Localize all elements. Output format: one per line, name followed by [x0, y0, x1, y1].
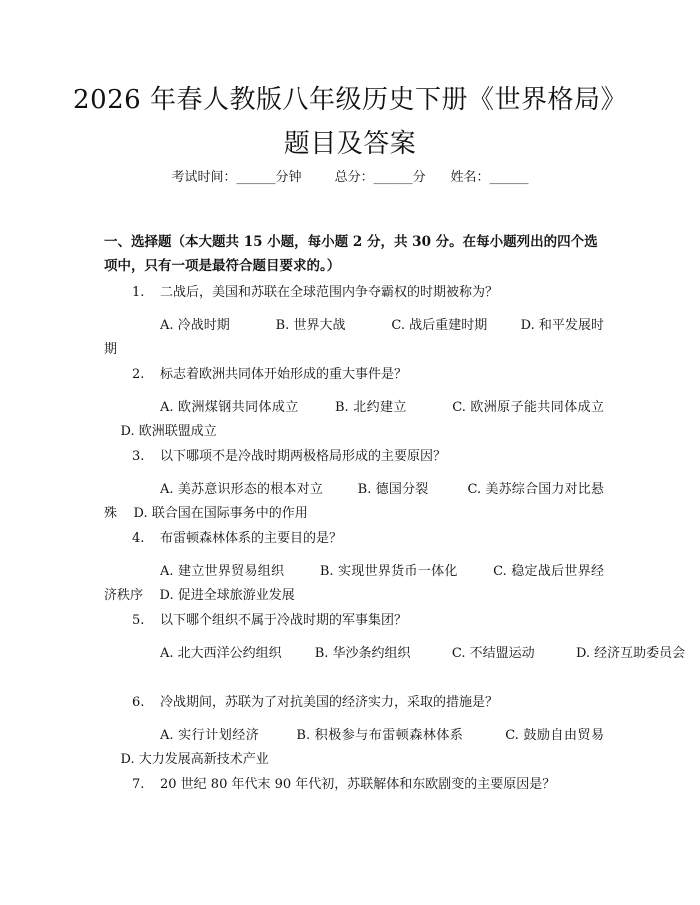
question-options — [104, 478, 604, 526]
question-text: 标志着欧洲共同体开始形成的重大事件是？ — [160, 367, 408, 382]
score-label: 总分： — [334, 170, 374, 185]
question-stem — [104, 446, 604, 468]
option-a: A. 北大西洋公约组织 — [160, 646, 282, 661]
option-c: C. 欧洲原子能共同体成立 — [452, 400, 605, 415]
score-blank: ______ — [373, 170, 413, 185]
question-stem — [104, 528, 604, 550]
question-text: 冷战期间，苏联为了对抗美国的经济实力，采取的措施是？ — [160, 695, 499, 710]
option-d: D. 联合国在国际事务中的作用 — [133, 506, 308, 521]
question-text: 以下哪项不是冷战时期两极格局形成的主要原因？ — [160, 449, 447, 464]
option-d: D. 和平发展时期 — [104, 318, 604, 357]
option-c: C. 美苏综合国力对比悬殊 — [104, 482, 604, 521]
name-blank: ______ — [489, 170, 529, 185]
question-4 — [104, 528, 604, 608]
option-a: A. 美苏意识形态的根本对立 — [160, 482, 324, 497]
question-number: 4. — [132, 531, 145, 546]
question-stem — [104, 774, 604, 796]
question-options — [104, 560, 604, 608]
option-c: C. 鼓励自由贸易 — [505, 728, 605, 743]
question-number: 1. — [132, 285, 145, 300]
document-title: 2026 年春人教版八年级历史下册《世界格局》题目及答案 — [73, 85, 627, 159]
question-number: 2. — [132, 367, 145, 382]
score-unit: 分 — [412, 170, 426, 185]
question-3 — [104, 446, 604, 526]
option-b: B. 实现世界货币一体化 — [319, 564, 458, 579]
option-b: B. 北约建立 — [335, 400, 407, 415]
name-label: 姓名： — [450, 170, 490, 185]
option-c: C. 稳定战后世界经济秩序 — [104, 564, 604, 603]
question-options — [104, 314, 604, 362]
option-a: A. 实行计划经济 — [160, 728, 260, 743]
option-b: B. 华沙条约组织 — [314, 646, 411, 661]
option-d: D. 促进全球旅游业发展 — [159, 588, 295, 603]
question-text: 以下哪个组织不属于冷战时期的军事集团？ — [160, 613, 408, 628]
option-c: C. 战后重建时期 — [391, 318, 488, 333]
option-d: D. 大力发展高新技术产业 — [120, 752, 269, 767]
option-b: B. 德国分裂 — [357, 482, 429, 497]
question-1 — [104, 282, 604, 362]
question-number: 5. — [132, 613, 145, 628]
question-text: 二战后，美国和苏联在全球范围内争夺霸权的时期被称为？ — [160, 285, 499, 300]
question-5 — [104, 610, 686, 666]
question-stem — [104, 692, 604, 714]
option-a: A. 冷战时期 — [160, 318, 230, 333]
question-options — [104, 724, 604, 772]
option-b: B. 积极参与布雷顿森林体系 — [296, 728, 464, 743]
time-unit: 分钟 — [275, 170, 302, 185]
option-a: A. 建立世界贸易组织 — [160, 564, 285, 579]
question-stem — [104, 364, 604, 386]
question-number: 3. — [132, 449, 145, 464]
question-stem — [104, 610, 604, 632]
time-label: 考试时间： — [171, 170, 237, 185]
option-b: B. 世界大战 — [275, 318, 346, 333]
option-d: D. 欧洲联盟成立 — [120, 424, 217, 439]
question-6 — [104, 692, 604, 772]
question-text: 布雷顿森林体系的主要目的是？ — [160, 531, 343, 546]
time-blank: ______ — [236, 170, 276, 185]
question-options — [104, 396, 604, 444]
option-a: A. 欧洲煤钢共同体成立 — [160, 400, 299, 415]
question-stem — [104, 282, 604, 304]
option-d: D. 经济互助委员会 — [575, 646, 686, 661]
section-heading: 一、选择题（本大题共 15 小题，每小题 2 分，共 30 分。在每小题列出的四个选项中，只有一项是最符合题目要求的。） — [104, 234, 598, 274]
question-number: 7. — [132, 777, 145, 792]
question-7 — [104, 774, 604, 796]
option-c: C. 不结盟运动 — [451, 646, 535, 661]
question-2 — [104, 364, 604, 444]
exam-meta-line — [0, 168, 700, 188]
question-options — [104, 642, 686, 666]
question-text: 20 世纪 80 年代末 90 年代初，苏联解体和东欧剧变的主要原因是？ — [160, 777, 556, 792]
question-number: 6. — [132, 695, 145, 710]
